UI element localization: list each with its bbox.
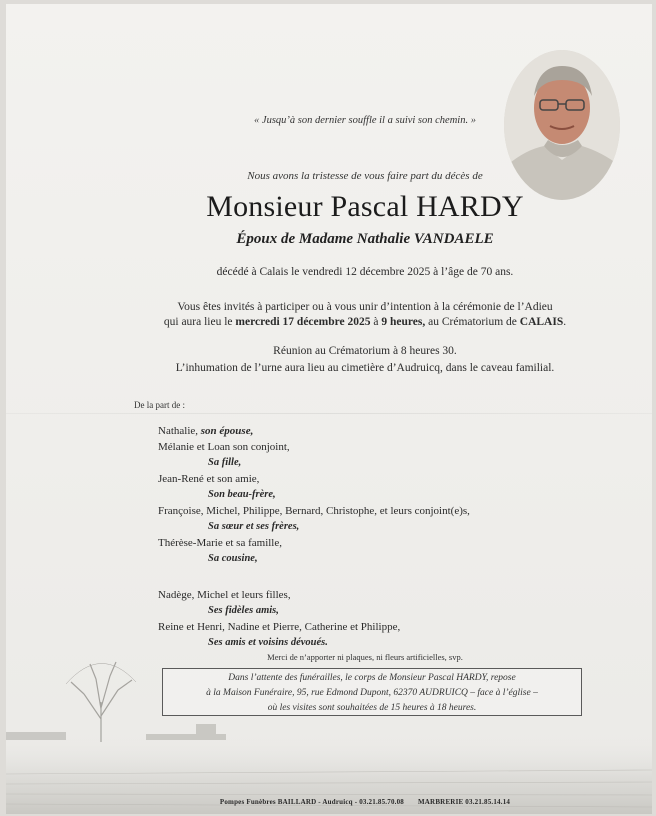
quote: « Jusqu’à son dernier souffle il a suivi son chemin. » [254, 115, 476, 126]
visitation-line-3: où les visites sont souhaitées de 15 heures à 18 heures. [267, 703, 477, 713]
deceased-name: Monsieur Pascal HARDY [206, 190, 524, 223]
family-relation: Ses fidèles amis, [208, 605, 279, 616]
family-entry: Nathalie, son épouse, [158, 425, 254, 437]
spouse-line: Époux de Madame Nathalie VANDAELE [236, 231, 494, 247]
ceremony-line-2: qui aura lieu le mercredi 17 décembre 2025 à 9 heures, au Crématorium de CALAIS. [163, 316, 567, 328]
family-relation: Sa cousine, [208, 553, 258, 564]
tree-icon [66, 662, 136, 742]
visitation-line-2: à la Maison Funéraire, 95, rue Edmond Dupont, 62370 AUDRUICQ – face à l’église – [206, 688, 538, 698]
footer [6, 798, 652, 806]
ceremony-paragraph [6, 300, 652, 330]
family-entry: Thérèse-Marie et sa famille, [158, 537, 282, 549]
family-relation: Sa sœur et ses frères, [208, 521, 300, 532]
funeral-home: Pompes Funèbres BAILLARD - Audruicq - 03.21.85.70.08 [219, 798, 404, 806]
family-entry: Reine et Henri, Nadine et Pierre, Catherine et Philippe, [158, 621, 401, 633]
family-list [158, 423, 598, 651]
obituary-card [6, 4, 652, 814]
flowers-notice: Merci de n’apporter ni plaques, ni fleurs artificielles, svp. [267, 652, 463, 662]
family-relation: Sa fille, [208, 457, 242, 468]
gathering-line-1: Réunion au Crématorium à 8 heures 30. [273, 345, 457, 357]
family-relation: Son beau-frère, [208, 489, 276, 500]
from-label: De la part de : [134, 400, 185, 410]
family-entry: Nadège, Michel et leurs filles, [158, 589, 291, 601]
ceremony-place: CALAIS [519, 316, 564, 328]
family-relation: Ses amis et voisins dévoués. [208, 637, 328, 648]
gathering-line-2: L’inhumation de l’urne aura lieu au cimetière d’Audruicq, dans le caveau familial. [175, 362, 555, 374]
visitation-line-1: Dans l’attente des funérailles, le corps de Monsieur Pascal HARDY, repose [228, 673, 516, 683]
ceremony-time: 9 heures, [381, 316, 426, 328]
family-entry: Jean-René et son amie, [158, 473, 260, 485]
marble-works: MARBRERIE 03.21.85.14.14 [418, 798, 511, 806]
ceremony-line-1: Vous êtes invités à participer ou à vous unir d’intention à la cérémonie de l’Adieu [177, 301, 553, 313]
death-details: décédé à Calais le vendredi 12 décembre 2025 à l’âge de 70 ans. [216, 266, 514, 278]
visitation-box [162, 668, 582, 716]
gathering-paragraph [6, 343, 652, 377]
ceremony-date: mercredi 17 décembre 2025 [235, 316, 371, 328]
intro-text: Nous avons la tristesse de vous faire part du décès de [247, 170, 483, 182]
fold-line [6, 413, 652, 414]
family-entry: Mélanie et Loan son conjoint, [158, 441, 290, 453]
family-entry: Françoise, Michel, Philippe, Bernard, Christophe, et leurs conjoint(e)s, [158, 505, 470, 517]
